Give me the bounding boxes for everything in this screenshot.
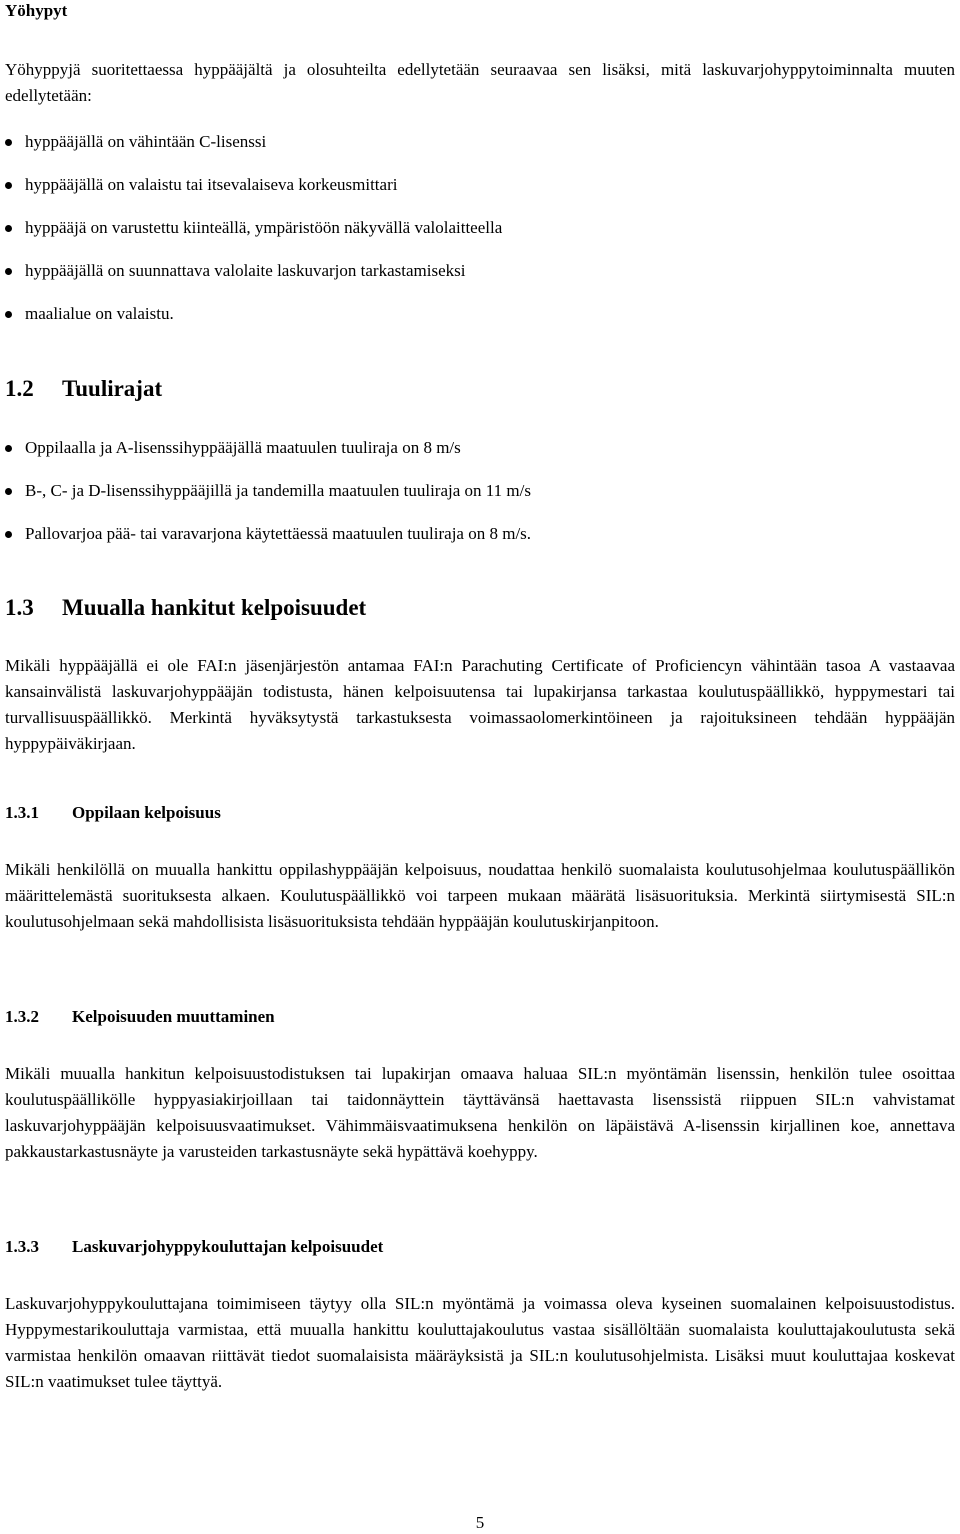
bullet-icon: [5, 445, 12, 452]
list-item-text: Oppilaalla ja A-lisenssihyppääjällä maatuulen tuuliraja on 8 m/s: [25, 438, 461, 457]
list-item-text: hyppääjällä on vähintään C-lisenssi: [25, 132, 267, 151]
section-number: 1.3: [5, 595, 34, 620]
night-jumps-heading: Yöhypyt: [5, 1, 68, 20]
list-item: [5, 523, 945, 566]
list-item: [5, 131, 945, 174]
subsection-heading-qualification-change: [5, 1006, 275, 1028]
bullet-icon: [5, 225, 12, 232]
page-number: 5: [475, 1513, 485, 1532]
bullet-icon: [5, 268, 12, 275]
night-requirements-list: [5, 131, 945, 346]
subsection-title: Oppilaan kelpoisuus: [72, 803, 221, 822]
subsection-title: Laskuvarjohyppykouluttajan kelpoisuudet: [72, 1237, 384, 1256]
subsection-number: 1.3.2: [5, 1007, 39, 1026]
list-item-text: hyppääjällä on valaistu tai itsevalaiseva korkeusmittari: [25, 175, 398, 194]
bullet-icon: [5, 311, 12, 318]
subsection-number: 1.3.3: [5, 1237, 39, 1256]
list-item-text: B-, C- ja D-lisenssihyppääjillä ja tandemilla maatuulen tuuliraja on 11 m/s: [25, 481, 531, 500]
list-item-text: Pallovarjoa pää- tai varavarjona käytettäessä maatuulen tuuliraja on 8 m/s.: [25, 524, 532, 543]
instructor-qualifications-body: Laskuvarjohyppykouluttajana toimimiseen täytyy olla SIL:n myöntämä ja voimassa oleva kyseinen suomalainen kelpoisuustodistus. Hyppymestarikouluttaja varmistaa, että muualla hankittu kouluttajakoulutus vastaa sisällöltään suomalaista kouluttajakoulutusta sekä varmistaa henkilön omaavan riittävät tiedot suomalaisista määräyksistä ja SIL:n koulutusohjelmista. Lisäksi muut kouluttajaa koskevat SIL:n vaatimukset tulee täyttyä.: [5, 1294, 955, 1391]
bullet-icon: [5, 531, 12, 538]
list-item: [5, 217, 945, 260]
subsection-number: 1.3.1: [5, 803, 39, 822]
list-item-text: hyppääjällä on suunnattava valolaite laskuvarjon tarkastamiseksi: [25, 261, 466, 280]
list-item: [5, 437, 945, 480]
list-item: [5, 174, 945, 217]
student-qualification-body: Mikäli henkilöllä on muualla hankittu oppilashyppääjän kelpoisuus, noudattaa henkilö suomalaista koulutusohjelmaa koulutuspäällikön määrittelemästä suorituksesta alkaen. Koulutuspäällikkö voi tarpeen mukaan määrätä lisäsuorituksia. Merkintä siirtymisestä SIL:n koulutusohjelmaan sekä mahdollisista lisäsuorituksista tehdään hyppääjän koulutuskirjanpitoon.: [5, 860, 955, 931]
list-item-text: maalialue on valaistu.: [25, 304, 174, 323]
night-jumps-intro: Yöhyppyjä suoritettaessa hyppääjältä ja olosuhteilta edellytetään seuraavaa sen lisäksi, mitä laskuvarjohyppytoiminnalta muuten edellytetään:: [5, 60, 955, 105]
subsection-title: Kelpoisuuden muuttaminen: [72, 1007, 275, 1026]
list-item: [5, 480, 945, 523]
list-item-text: hyppääjä on varustettu kiinteällä, ympäristöön näkyvällä valolaitteella: [25, 218, 503, 237]
section-title: Tuulirajat: [62, 376, 163, 401]
bullet-icon: [5, 488, 12, 495]
bullet-icon: [5, 182, 12, 189]
section-heading-external-qualifications: [5, 594, 366, 622]
subsection-heading-student-qualification: [5, 802, 221, 824]
subsection-heading-instructor-qualifications: [5, 1236, 383, 1258]
wind-limits-list: [5, 437, 945, 566]
list-item: [5, 303, 945, 346]
section-number: 1.2: [5, 376, 34, 401]
list-item: [5, 260, 945, 303]
section-heading-wind-limits: [5, 375, 162, 403]
section-title: Muualla hankitut kelpoisuudet: [62, 595, 367, 620]
qualification-change-body: Mikäli muualla hankitun kelpoisuustodistuksen tai lupakirjan omaava haluaa SIL:n myöntämän lisenssin, henkilön tulee osoittaa koulutuspäällikölle hyppyasiakirjoillaan tai taidonnäyttein täyttävänsä haettavasta lisenssistä riippuen SIL:n vahvistamat laskuvarjohyppääjän kelpoisuusvaatimukset. Vähimmäisvaatimuksena henkilön on läpäistävä A-lisenssin kirjallinen koe, annettava pakkaustarkastusnäyte ja varusteiden tarkastusnäyte sekä hypättävä koehyppy.: [5, 1064, 955, 1161]
bullet-icon: [5, 139, 12, 146]
external-qualifications-body: Mikäli hyppääjällä ei ole FAI:n jäsenjärjestön antamaa FAI:n Parachuting Certificate of Proficiencyn vähintään tasoa A vastaavaa kansainvälistä laskuvarjohyppääjän todistusta, hänen kelpoisuutensa tai lupakirjansa tarkastaa koulutuspäällikkö, hyppymestari tai turvallisuuspäällikkö. Merkintä hyväksytystä tarkastuksesta voimassaolomerkintöineen ja rajoituksineen tehdään hyppääjän hyppypäiväkirjaan.: [5, 656, 955, 753]
